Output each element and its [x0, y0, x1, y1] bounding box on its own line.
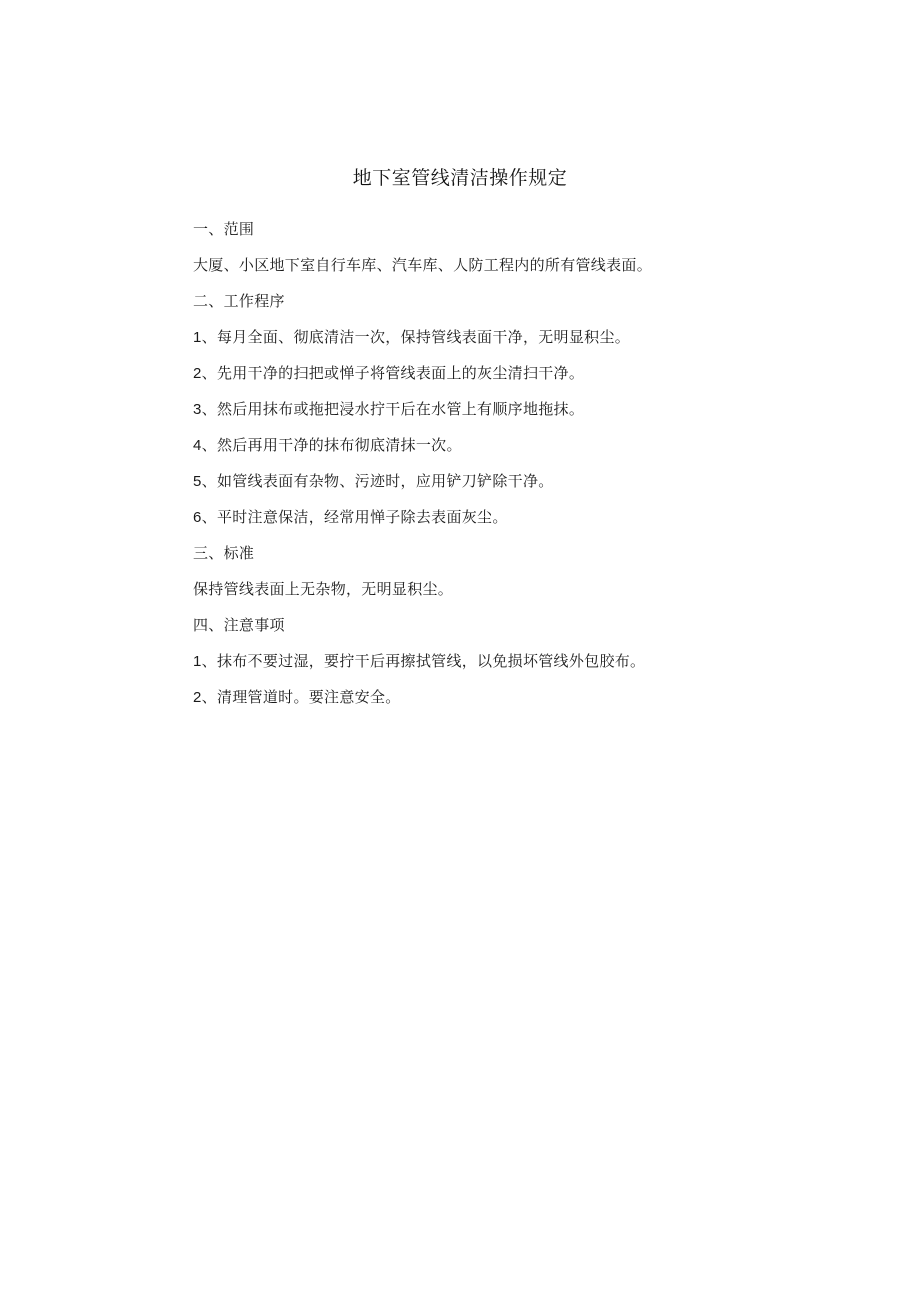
list-item — [193, 686, 813, 722]
list-item — [193, 506, 813, 542]
list-item — [193, 326, 813, 362]
section-heading-procedure: 二、工作程序 — [193, 292, 285, 310]
list-item-text: 、平时注意保洁，经常用惮子除去表面灰尘。 — [201, 508, 508, 526]
list-item — [193, 650, 813, 686]
document-body — [193, 218, 813, 722]
list-item-text: 、如管线表面有杂物、污迹时，应用铲刀铲除干净。 — [201, 472, 554, 490]
section-heading-notes: 四、注意事项 — [193, 616, 285, 634]
list-item — [193, 398, 813, 434]
list-item-number: 1 — [193, 653, 202, 670]
list-item-text: 、清理管道时。要注意安全。 — [201, 688, 401, 706]
list-item-text: 、每月全面、彻底清洁一次，保持管线表面干净，无明显积尘。 — [201, 328, 631, 346]
list-item — [193, 434, 813, 470]
list-item-number: 2 — [193, 689, 202, 706]
list-item-text: 、抹布不要过湿，要拧干后再擦拭管线，以免损坏管线外包胶布。 — [201, 652, 646, 670]
section-heading-standard: 三、标准 — [193, 544, 255, 562]
list-item — [193, 470, 813, 506]
list-item-number: 2 — [193, 365, 202, 382]
list-item-number: 6 — [193, 509, 202, 526]
list-item-text: 、先用干净的扫把或惮子将管线表面上的灰尘清扫干净。 — [201, 364, 585, 382]
list-item-number: 4 — [193, 437, 202, 454]
list-item-number: 5 — [193, 473, 202, 490]
list-item-text: 、然后用抹布或拖把浸水拧干后在水管上有顺序地拖抹。 — [201, 400, 585, 418]
list-item-text: 、然后再用干净的抹布彻底清抹一次。 — [201, 436, 462, 454]
paragraph-standard: 保持管线表面上无杂物，无明显积尘。 — [193, 580, 454, 598]
list-item-number: 1 — [193, 329, 202, 346]
paragraph-scope: 大厦、小区地下室自行车库、汽车库、人防工程内的所有管线表面。 — [193, 256, 653, 274]
section-heading-scope: 一、范围 — [193, 220, 255, 238]
list-item-number: 3 — [193, 401, 202, 418]
list-item — [193, 362, 813, 398]
document-title: 地下室管线清洁操作规定 — [352, 167, 568, 189]
